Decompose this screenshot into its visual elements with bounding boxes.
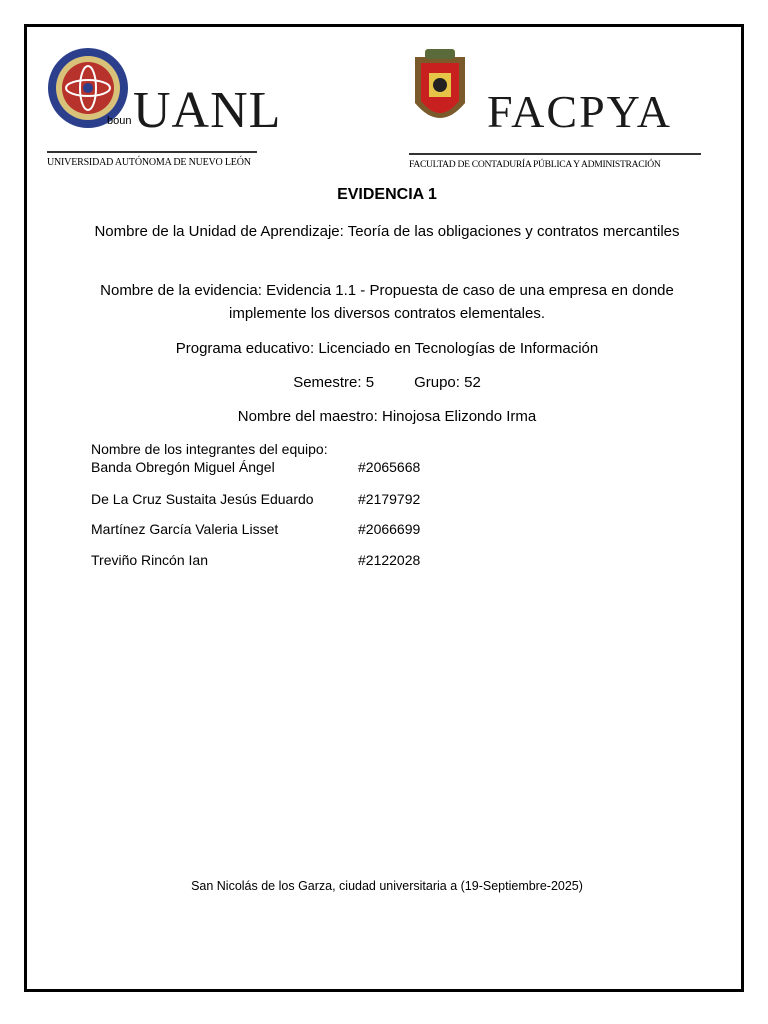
teacher-name: Nombre del maestro: Hinojosa Elizondo Irma [237,408,537,425]
member-row [91,491,491,511]
member-row [91,459,491,479]
facpya-subtitle: FACULTAD DE CONTADURÍA PÚBLICA Y ADMINISTRACIÓN [409,159,661,170]
member-id: #2179792 [358,491,421,507]
member-id: #2065668 [358,459,421,475]
semester: Semestre: 5 [293,374,375,391]
uanl-rule [47,151,257,153]
member-name: Martínez García Valeria Lisset [91,521,279,537]
member-name: De La Cruz Sustaita Jesús Eduardo [91,491,314,507]
facpya-logo [407,47,707,177]
page-frame [24,24,744,992]
unit-name: Nombre de la Unidad de Aprendizaje: Teoría de las obligaciones y contratos mercantiles [94,223,680,240]
uanl-logo [47,47,287,177]
uanl-subtitle: UNIVERSIDAD AUTÓNOMA DE NUEVO LEÓN [47,157,251,168]
semester-group-line [87,371,687,394]
member-row [91,552,491,572]
document-title: EVIDENCIA 1 [337,186,437,203]
member-id: #2066699 [358,521,421,537]
group: Grupo: 52 [414,374,481,391]
facpya-rule [409,153,701,155]
facpya-crest-icon [407,47,473,135]
member-name: Banda Obregón Miguel Ángel [91,459,275,475]
facpya-wordmark: FACPYA [487,86,672,137]
member-row [91,521,491,541]
program-name: Programa educativo: Licenciado en Tecnologías de Información [175,340,599,357]
uanl-wordmark: UANL [133,82,282,139]
member-id: #2122028 [358,552,421,568]
overlay-text: boun [107,115,132,127]
evidence-name: Nombre de la evidencia: Evidencia 1.1 - Propuesta de caso de una empresa en donde implemente los diversos contratos elementales. [100,282,674,322]
footer-location-date: San Nicolás de los Garza, ciudad universitaria a (19-Septiembre-2025) [191,879,583,893]
team-label: Nombre de los integrantes del equipo: [91,441,328,457]
member-name: Treviño Rincón Ian [91,552,208,568]
